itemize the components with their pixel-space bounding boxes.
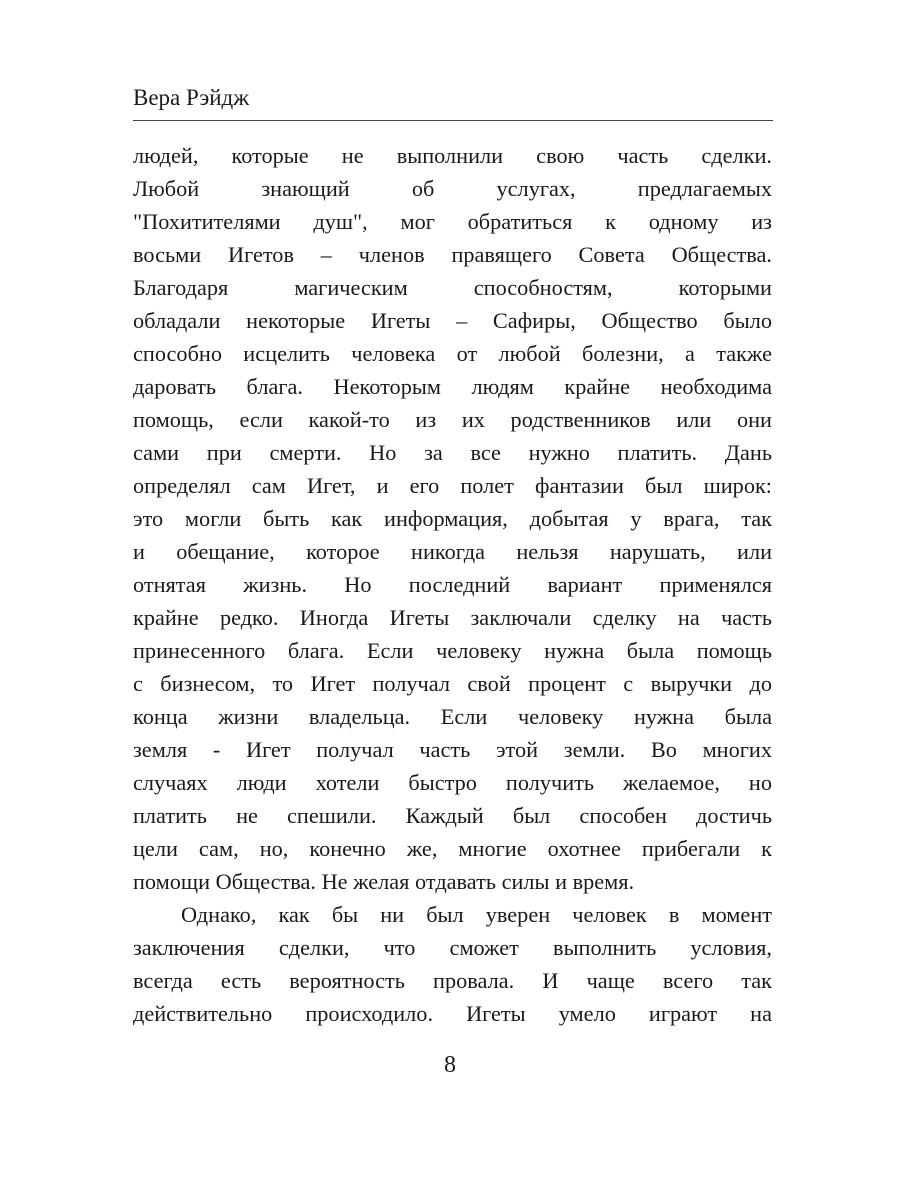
text-line: "Похитителями душ", мог обратиться к одному из — [133, 209, 772, 234]
text-line: земля - Игет получал часть этой земли. Во многих — [133, 737, 772, 762]
text-line: конца жизни владельца. Если человеку нужна была — [133, 704, 772, 729]
text-line: людей, которые не выполнили свою часть сделки. — [133, 143, 772, 168]
text-line: способно исцелить человека от любой болезни, а также — [133, 341, 772, 366]
text-line: Однако, как бы ни был уверен человек в момент — [181, 902, 772, 927]
text-line: даровать блага. Некоторым людям крайне необходима — [133, 374, 772, 399]
text-line: платить не спешили. Каждый был способен достичь — [133, 803, 772, 828]
page-body-text — [133, 139, 772, 1030]
text-line: помощь, если какой-то из их родственников или они — [133, 407, 772, 432]
text-line: определял сам Игет, и его полет фантазии был широк: — [133, 473, 772, 498]
text-line: Благодаря магическим способностям, которыми — [133, 275, 772, 300]
text-line: обладали некоторые Игеты – Сафиры, Общество было — [133, 308, 772, 333]
text-line: с бизнесом, то Игет получал свой процент с выручки до — [133, 671, 772, 696]
text-line: это могли быть как информация, добытая у врага, так — [133, 506, 772, 531]
text-line: сами при смерти. Но за все нужно платить. Дань — [133, 440, 772, 465]
text-line: крайне редко. Иногда Игеты заключали сделку на часть — [133, 605, 772, 630]
text-line: заключения сделки, что сможет выполнить условия, — [133, 935, 772, 960]
text-line: принесенного блага. Если человеку нужна была помощь — [133, 638, 772, 663]
running-header-author: Вера Рэйдж — [133, 85, 250, 110]
paragraph — [133, 898, 772, 1030]
text-line: всегда есть вероятность провала. И чаще всего так — [133, 968, 772, 993]
text-line: восьми Игетов – членов правящего Совета Общества. — [133, 242, 772, 267]
text-line: Любой знающий об услугах, предлагаемых — [133, 176, 772, 201]
text-line: цели сам, но, конечно же, многие охотнее прибегали к — [133, 836, 772, 861]
text-line: помощи Общества. Не желая отдавать силы и время. — [133, 869, 635, 894]
text-line: отнятая жизнь. Но последний вариант применялся — [133, 572, 772, 597]
text-line: действительно происходило. Игеты умело играют на — [133, 1001, 772, 1026]
page-number: 8 — [444, 1052, 456, 1078]
paragraph — [133, 139, 772, 898]
text-line: и обещание, которое никогда нельзя нарушать, или — [133, 539, 772, 564]
text-line: случаях люди хотели быстро получить желаемое, но — [133, 770, 772, 795]
header-divider — [133, 120, 773, 121]
